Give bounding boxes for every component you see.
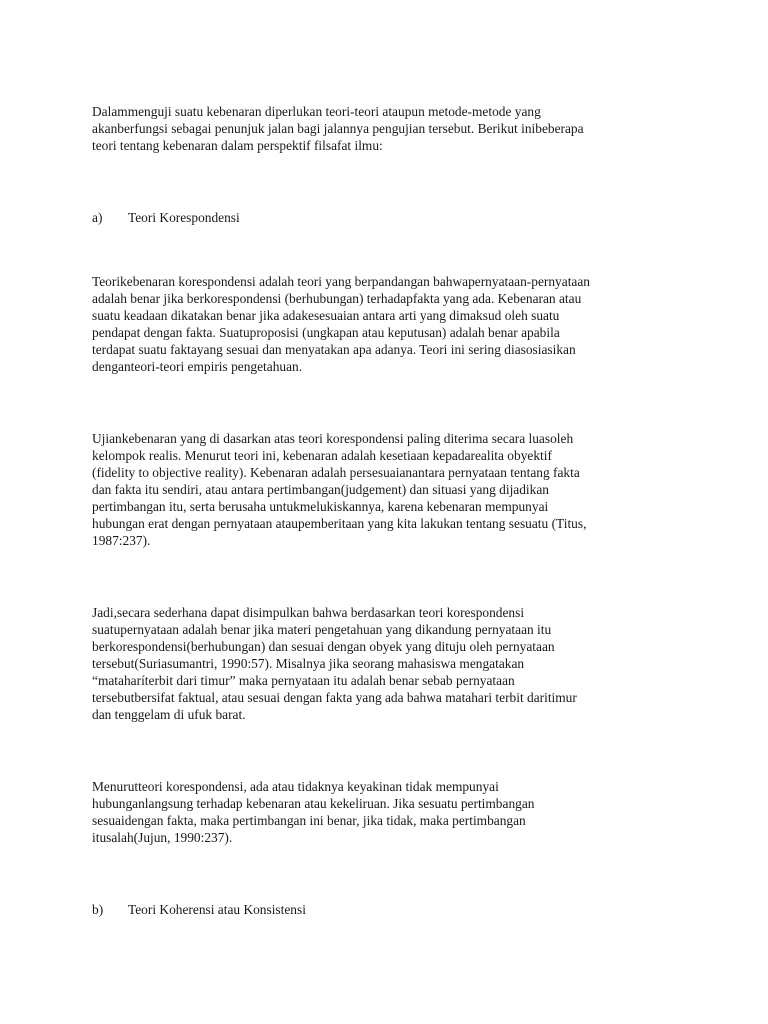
text-line: hubunganlangsung terhadap kebenaran atau kekeliruan. Jika sesuatu pertimbangan (92, 796, 535, 811)
text-line: kelompok realis. Menurut teori ini, kebenaran adalah kesetiaan kepadarealita obyektif (92, 448, 552, 463)
text-line: tersebut(Suriasumantri, 1990:57). Misalnya jika seorang mahasiswa mengatakan (92, 656, 525, 671)
text-line: (fidelity to objective reality). Kebenaran adalah persesuaianantara pernyataan tentang fakta (92, 465, 580, 480)
intro-paragraph (92, 103, 692, 154)
text-line: pendapat dengan fakta. Suatuproposisi (ungkapan atau keputusan) adalah benar apabila (92, 325, 560, 340)
text-line: hubungan erat dengan pernyataan ataupemberitaan yang kita lakukan tentang sesuatu (Titus, (92, 516, 587, 531)
text-line: adalah benar jika berkorespondensi (berhubungan) terhadapfakta yang ada. Kebenaran atau (92, 291, 582, 306)
list-marker: a) (92, 210, 103, 225)
heading-teori-koherensi (92, 901, 692, 918)
paragraph-2 (92, 430, 692, 549)
text-line: 1987:237). (92, 533, 151, 548)
text-line: Dalammenguji suatu kebenaran diperlukan teori-teori ataupun metode-metode yang (92, 104, 541, 119)
heading-title: Teori Korespondensi (128, 210, 240, 225)
heading-teori-korespondensi (92, 209, 692, 226)
text-line: Menurutteori korespondensi, ada atau tidaknya keyakinan tidak mempunyai (92, 779, 499, 794)
text-line: “mataharíterbit dari timur” maka pernyataan itu adalah benar sebab pernyataan (92, 673, 515, 688)
text-line: Jadi,secara sederhana dapat disimpulkan bahwa berdasarkan teori korespondensi (92, 605, 525, 620)
text-line: sesuaidengan fakta, maka pertimbangan ini benar, jika tidak, maka pertimbangan (92, 813, 526, 828)
text-line: Teorikebenaran korespondensi adalah teori yang berpandangan bahwapernyataan-pernyataan (92, 274, 591, 289)
text-line: terdapat suatu faktayang sesuai dan menyatakan apa adanya. Teori ini sering diasosiasikan (92, 342, 576, 357)
text-line: akanberfungsi sebagai penunjuk jalan bagi jalannya pengujian tersebut. Berikut inibeberapa (92, 121, 584, 136)
paragraph-1 (92, 273, 692, 375)
text-line: suatu keadaan dikatakan benar jika adakesesuaian antara arti yang dimaksud oleh suatu (92, 308, 560, 323)
text-line: berkorespondensi(berhubungan) dan sesuai dengan obyek yang dituju oleh pernyataan (92, 639, 555, 654)
text-line: dan tenggelam di ufuk barat. (92, 707, 246, 722)
paragraph-4 (92, 778, 692, 846)
text-line: tersebutbersifat faktual, atau sesuai dengan fakta yang ada bahwa matahari terbit daritimur (92, 690, 577, 705)
heading-title: Teori Koherensi atau Konsistensi (128, 902, 306, 917)
text-line: itusalah(Jujun, 1990:237). (92, 830, 233, 845)
text-line: denganteori-teori empiris pengetahuan. (92, 359, 303, 374)
document-page (92, 103, 692, 918)
paragraph-3 (92, 604, 692, 723)
text-line: dan fakta itu sendiri, atau antara pertimbangan(judgement) dan situasi yang dijadikan (92, 482, 549, 497)
text-line: teori tentang kebenaran dalam perspektif filsafat ilmu: (92, 138, 383, 153)
text-line: Ujiankebenaran yang di dasarkan atas teori korespondensi paling diterima secara luasoleh (92, 431, 574, 446)
list-marker: b) (92, 902, 104, 917)
text-line: suatupernyataan adalah benar jika materi pengetahuan yang dikandung pernyataan itu (92, 622, 552, 637)
text-line: pertimbangan itu, serta berusaha untukmelukiskannya, karena kebenaran mempunyai (92, 499, 549, 514)
